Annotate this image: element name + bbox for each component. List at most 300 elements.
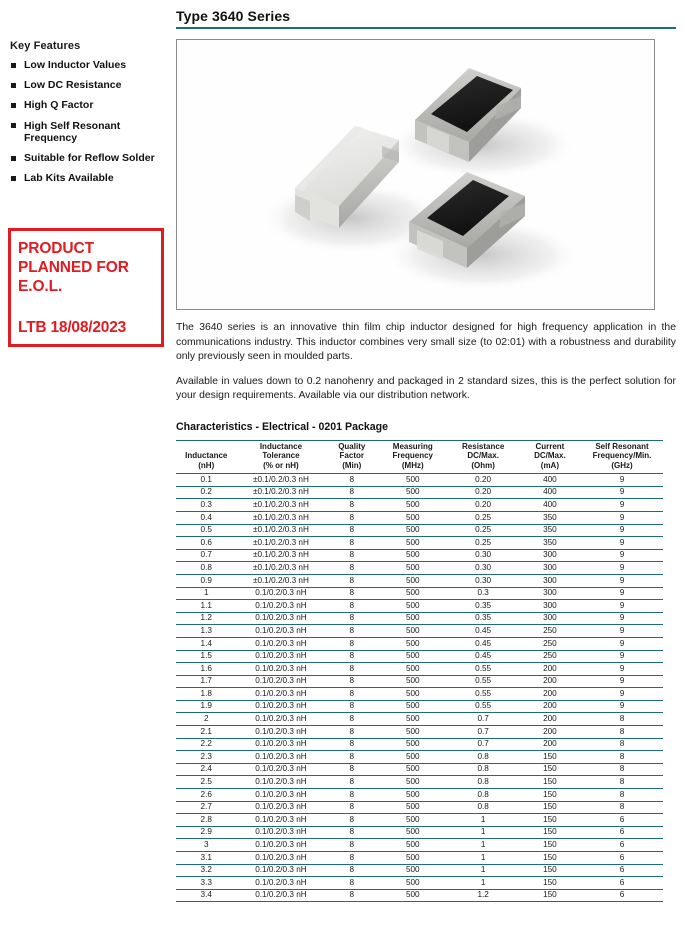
table-cell: 0.1 — [176, 474, 236, 487]
table-cell: 1.5 — [176, 650, 236, 663]
product-photo-image — [177, 40, 654, 309]
table-cell: 2.4 — [176, 763, 236, 776]
table-column-header-line: Frequency — [392, 451, 434, 461]
table-cell: 1 — [447, 852, 518, 865]
table-cell: 500 — [378, 511, 447, 524]
key-feature-label: High Q Factor — [24, 99, 94, 112]
table-row — [176, 562, 663, 575]
table-cell: ±0.1/0.2/0.3 nH — [236, 499, 325, 512]
table-cell: 6 — [581, 826, 663, 839]
table-cell: 8 — [325, 625, 378, 638]
key-feature-label: Low DC Resistance — [24, 79, 122, 92]
table-row — [176, 877, 663, 890]
table-column-header — [581, 440, 663, 473]
table-cell: 0.45 — [447, 625, 518, 638]
key-feature-label: High Self Resonant Frequency — [24, 119, 121, 144]
table-cell: 500 — [378, 474, 447, 487]
table-cell: 0.25 — [447, 511, 518, 524]
table-cell: 0.7 — [447, 738, 518, 751]
table-cell: 0.1/0.2/0.3 nH — [236, 675, 325, 688]
table-cell: 150 — [519, 864, 581, 877]
table-cell: 0.20 — [447, 474, 518, 487]
table-cell: 0.9 — [176, 574, 236, 587]
table-row — [176, 537, 663, 550]
table-cell: 8 — [325, 524, 378, 537]
table-column-header-line: Quality — [338, 441, 366, 451]
table-cell: 500 — [378, 738, 447, 751]
key-features-title: Key Features — [10, 40, 81, 52]
bullet-square-icon — [11, 63, 16, 68]
table-cell: 0.7 — [176, 549, 236, 562]
table-cell: 6 — [581, 877, 663, 890]
table-cell: 0.55 — [447, 700, 518, 713]
table-cell: 8 — [581, 738, 663, 751]
table-cell: 1.6 — [176, 663, 236, 676]
table-cell: 200 — [519, 663, 581, 676]
table-cell: 8 — [325, 688, 378, 701]
table-cell: 0.1/0.2/0.3 nH — [236, 663, 325, 676]
table-cell: 500 — [378, 776, 447, 789]
table-row — [176, 789, 663, 802]
table-cell: 500 — [378, 663, 447, 676]
table-cell: 150 — [519, 877, 581, 890]
table-column-header-line: (% or nH) — [263, 460, 299, 470]
table-cell: 9 — [581, 625, 663, 638]
table-cell: 500 — [378, 600, 447, 613]
table-row — [176, 801, 663, 814]
table-cell: 250 — [519, 625, 581, 638]
table-cell: 6 — [581, 814, 663, 827]
table-cell: 0.1/0.2/0.3 nH — [236, 864, 325, 877]
table-cell: 2.3 — [176, 751, 236, 764]
table-cell: 150 — [519, 751, 581, 764]
table-cell: 8 — [325, 801, 378, 814]
table-cell: 8 — [325, 738, 378, 751]
table-cell: 1.3 — [176, 625, 236, 638]
table-cell: 400 — [519, 486, 581, 499]
table-row — [176, 600, 663, 613]
table-cell: 500 — [378, 499, 447, 512]
table-cell: 0.1/0.2/0.3 nH — [236, 650, 325, 663]
table-cell: 300 — [519, 549, 581, 562]
table-cell: 500 — [378, 612, 447, 625]
table-cell: 150 — [519, 839, 581, 852]
table-cell: ±0.1/0.2/0.3 nH — [236, 574, 325, 587]
table-cell: 9 — [581, 562, 663, 575]
table-cell: 9 — [581, 474, 663, 487]
table-cell: 0.30 — [447, 549, 518, 562]
main-content — [176, 0, 676, 902]
table-cell: 3.1 — [176, 852, 236, 865]
table-cell: 0.55 — [447, 663, 518, 676]
table-cell: 1 — [447, 864, 518, 877]
table-row — [176, 524, 663, 537]
table-cell: 500 — [378, 801, 447, 814]
table-column-header-line: DC/Max. — [467, 451, 499, 461]
table-cell: 9 — [581, 637, 663, 650]
table-cell: 8 — [325, 511, 378, 524]
bullet-square-icon — [11, 176, 16, 181]
table-cell: 0.1/0.2/0.3 nH — [236, 612, 325, 625]
table-row — [176, 688, 663, 701]
table-cell: 500 — [378, 587, 447, 600]
table-cell: 0.1/0.2/0.3 nH — [236, 625, 325, 638]
table-cell: 8 — [325, 587, 378, 600]
table-column-header-line: Inductance — [185, 451, 228, 461]
table-cell: 9 — [581, 688, 663, 701]
table-cell: 8 — [325, 726, 378, 739]
table-cell: 8 — [325, 814, 378, 827]
table-cell: 0.1/0.2/0.3 nH — [236, 801, 325, 814]
table-column-header-line: Resistance — [462, 441, 505, 451]
table-row — [176, 574, 663, 587]
table-cell: 150 — [519, 776, 581, 789]
table-cell: 0.1/0.2/0.3 nH — [236, 688, 325, 701]
table-cell: 8 — [325, 486, 378, 499]
key-feature-item — [10, 120, 164, 144]
table-row — [176, 625, 663, 638]
table-cell: 0.1/0.2/0.3 nH — [236, 839, 325, 852]
table-cell: 8 — [325, 562, 378, 575]
table-cell: 0.35 — [447, 600, 518, 613]
key-feature-label: Suitable for Reflow Solder — [24, 152, 155, 165]
table-cell: 8 — [325, 877, 378, 890]
table-cell: 8 — [325, 826, 378, 839]
table-row — [176, 713, 663, 726]
table-cell: 2.7 — [176, 801, 236, 814]
table-cell: 500 — [378, 637, 447, 650]
table-cell: 8 — [325, 600, 378, 613]
table-cell: 500 — [378, 889, 447, 902]
table-cell: 0.1/0.2/0.3 nH — [236, 814, 325, 827]
table-cell: 8 — [325, 839, 378, 852]
key-feature-item — [10, 79, 164, 91]
table-cell: 9 — [581, 499, 663, 512]
table-cell: 500 — [378, 688, 447, 701]
table-column-header-line: (MHz) — [401, 460, 424, 470]
key-feature-label: Lab Kits Available — [24, 172, 114, 185]
table-column-header-line: Factor — [339, 451, 364, 461]
table-cell: 8 — [581, 763, 663, 776]
table-body — [176, 474, 663, 902]
table-cell: 3 — [176, 839, 236, 852]
table-row — [176, 852, 663, 865]
table-cell: 8 — [325, 675, 378, 688]
table-cell: 0.35 — [447, 612, 518, 625]
table-cell: 0.25 — [447, 537, 518, 550]
table-cell: 400 — [519, 499, 581, 512]
table-header-row — [176, 440, 663, 473]
table-cell: 500 — [378, 574, 447, 587]
table-cell: 0.8 — [447, 751, 518, 764]
table-cell: 2 — [176, 713, 236, 726]
table-cell: 0.3 — [176, 499, 236, 512]
table-cell: 8 — [325, 499, 378, 512]
table-row — [176, 612, 663, 625]
table-cell: 0.8 — [447, 801, 518, 814]
table-cell: 300 — [519, 562, 581, 575]
table-cell: 0.1/0.2/0.3 nH — [236, 587, 325, 600]
table-cell: ±0.1/0.2/0.3 nH — [236, 511, 325, 524]
table-column-header — [236, 440, 325, 473]
eol-notice-box — [8, 228, 164, 347]
table-cell: ±0.1/0.2/0.3 nH — [236, 549, 325, 562]
table-cell: 9 — [581, 511, 663, 524]
table-cell: 8 — [325, 751, 378, 764]
table-cell: 8 — [325, 537, 378, 550]
table-cell: 8 — [581, 776, 663, 789]
table-cell: 1 — [447, 814, 518, 827]
table-cell: 2.8 — [176, 814, 236, 827]
table-cell: 350 — [519, 511, 581, 524]
table-cell: 8 — [325, 474, 378, 487]
table-row — [176, 587, 663, 600]
bullet-square-icon — [11, 123, 16, 128]
table-cell: 9 — [581, 537, 663, 550]
table-cell: 500 — [378, 877, 447, 890]
table-column-header-line: (mA) — [540, 460, 559, 470]
table-cell: 0.1/0.2/0.3 nH — [236, 713, 325, 726]
table-cell: 0.5 — [176, 524, 236, 537]
table-cell: 0.1/0.2/0.3 nH — [236, 852, 325, 865]
table-cell: 200 — [519, 688, 581, 701]
table-cell: 200 — [519, 675, 581, 688]
table-cell: 200 — [519, 713, 581, 726]
table-cell: 350 — [519, 524, 581, 537]
table-cell: 8 — [325, 864, 378, 877]
sidebar — [0, 0, 170, 192]
table-cell: 200 — [519, 700, 581, 713]
table-cell: 400 — [519, 474, 581, 487]
table-row — [176, 637, 663, 650]
table-cell: 200 — [519, 738, 581, 751]
table-column-header-line: Frequency/Min. — [592, 451, 652, 461]
table-cell: 2.1 — [176, 726, 236, 739]
table-column-header-line: (GHz) — [611, 460, 633, 470]
table-cell: 0.7 — [447, 713, 518, 726]
table-cell: 9 — [581, 574, 663, 587]
table-cell: 500 — [378, 549, 447, 562]
table-cell: 1.4 — [176, 637, 236, 650]
table-cell: 250 — [519, 650, 581, 663]
table-cell: 0.25 — [447, 524, 518, 537]
table-cell: 500 — [378, 751, 447, 764]
table-cell: 0.45 — [447, 637, 518, 650]
table-cell: 500 — [378, 675, 447, 688]
table-cell: ±0.1/0.2/0.3 nH — [236, 474, 325, 487]
key-feature-item — [10, 59, 164, 71]
table-cell: 9 — [581, 600, 663, 613]
table-cell: 500 — [378, 814, 447, 827]
table-cell: 0.3 — [447, 587, 518, 600]
table-cell: 2.6 — [176, 789, 236, 802]
table-cell: 0.1/0.2/0.3 nH — [236, 776, 325, 789]
table-column-header-line: Inductance — [259, 441, 303, 451]
table-cell: 6 — [581, 852, 663, 865]
table-row — [176, 663, 663, 676]
table-cell: 500 — [378, 524, 447, 537]
table-row — [176, 726, 663, 739]
table-cell: 0.1/0.2/0.3 nH — [236, 751, 325, 764]
table-cell: 150 — [519, 826, 581, 839]
table-cell: 8 — [581, 789, 663, 802]
table-cell: 1 — [447, 826, 518, 839]
eol-headline: PRODUCT PLANNED FOR E.O.L. — [18, 240, 129, 295]
table-row — [176, 776, 663, 789]
table-cell: 8 — [325, 612, 378, 625]
table-cell: 8 — [581, 751, 663, 764]
table-cell: 2.9 — [176, 826, 236, 839]
table-cell: 500 — [378, 625, 447, 638]
table-cell: 0.7 — [447, 726, 518, 739]
table-cell: 9 — [581, 486, 663, 499]
table-cell: 300 — [519, 600, 581, 613]
table-cell: 8 — [325, 663, 378, 676]
table-cell: 8 — [325, 549, 378, 562]
table-row — [176, 499, 663, 512]
bullet-square-icon — [11, 156, 16, 161]
table-cell: 0.1/0.2/0.3 nH — [236, 600, 325, 613]
table-cell: 500 — [378, 864, 447, 877]
table-cell: 0.30 — [447, 574, 518, 587]
table-row — [176, 486, 663, 499]
table-column-header-line: Self Resonant — [595, 441, 649, 451]
table-row — [176, 814, 663, 827]
description-paragraph-2: Available in values down to 0.2 nanohenry and packaged in 2 standard sizes, this is the perfect solution for your design requirements. Available via our distribution network. — [176, 375, 676, 402]
table-cell: 1 — [447, 877, 518, 890]
eol-date: LTB 18/08/2023 — [18, 319, 127, 336]
table-cell: 300 — [519, 612, 581, 625]
table-cell: 350 — [519, 537, 581, 550]
table-cell: 150 — [519, 814, 581, 827]
table-cell: 8 — [325, 574, 378, 587]
table-cell: 500 — [378, 789, 447, 802]
table-cell: 0.2 — [176, 486, 236, 499]
table-cell: 0.45 — [447, 650, 518, 663]
table-cell: 500 — [378, 726, 447, 739]
table-cell: 1.7 — [176, 675, 236, 688]
table-column-header — [378, 440, 447, 473]
table-cell: 2.5 — [176, 776, 236, 789]
table-cell: 1 — [447, 839, 518, 852]
table-cell: 6 — [581, 889, 663, 902]
table-cell: 9 — [581, 700, 663, 713]
table-cell: 1.9 — [176, 700, 236, 713]
table-cell: 9 — [581, 549, 663, 562]
table-row — [176, 864, 663, 877]
table-cell: 8 — [325, 637, 378, 650]
table-cell: 0.55 — [447, 675, 518, 688]
table-cell: 8 — [325, 713, 378, 726]
table-column-header — [447, 440, 518, 473]
table-cell: 500 — [378, 826, 447, 839]
table-cell: ±0.1/0.2/0.3 nH — [236, 537, 325, 550]
table-cell: 0.55 — [447, 688, 518, 701]
characteristics-table — [176, 440, 663, 902]
characteristics-heading: Characteristics - Electrical - 0201 Package — [176, 420, 388, 433]
table-cell: 9 — [581, 675, 663, 688]
table-cell: 8 — [325, 650, 378, 663]
table-column-header-line: Measuring — [392, 441, 433, 451]
table-cell: 8 — [325, 789, 378, 802]
table-cell: 8 — [325, 852, 378, 865]
key-feature-label: Low Inductor Values — [24, 59, 127, 71]
table-row — [176, 738, 663, 751]
table-column-header-line: (Min) — [342, 460, 362, 470]
table-cell: 0.1/0.2/0.3 nH — [236, 726, 325, 739]
table-cell: 9 — [581, 524, 663, 537]
table-cell: ±0.1/0.2/0.3 nH — [236, 486, 325, 499]
table-cell: 0.8 — [176, 562, 236, 575]
table-cell: 500 — [378, 763, 447, 776]
table-cell: 8 — [325, 700, 378, 713]
table-cell: 3.2 — [176, 864, 236, 877]
table-cell: 0.1/0.2/0.3 nH — [236, 789, 325, 802]
table-cell: 8 — [325, 889, 378, 902]
table-cell: 500 — [378, 852, 447, 865]
table-cell: 500 — [378, 650, 447, 663]
table-cell: 150 — [519, 852, 581, 865]
bullet-square-icon — [11, 103, 16, 108]
table-cell: 150 — [519, 801, 581, 814]
key-feature-item — [10, 172, 164, 184]
table-cell: 6 — [581, 864, 663, 877]
table-cell: 0.8 — [447, 763, 518, 776]
table-row — [176, 511, 663, 524]
table-row — [176, 700, 663, 713]
table-cell: 6 — [581, 839, 663, 852]
table-cell: 8 — [581, 713, 663, 726]
table-cell: 0.1/0.2/0.3 nH — [236, 877, 325, 890]
table-cell: 500 — [378, 713, 447, 726]
table-cell: 1.8 — [176, 688, 236, 701]
table-cell: 150 — [519, 889, 581, 902]
table-column-header — [176, 440, 236, 473]
table-cell: 8 — [325, 763, 378, 776]
table-cell: 300 — [519, 574, 581, 587]
title-divider — [176, 27, 676, 29]
table-header — [176, 440, 663, 473]
table-cell: 200 — [519, 726, 581, 739]
table-cell: 0.8 — [447, 776, 518, 789]
table-cell: 500 — [378, 700, 447, 713]
table-column-header — [325, 440, 378, 473]
table-cell: ±0.1/0.2/0.3 nH — [236, 524, 325, 537]
key-feature-item — [10, 99, 164, 111]
table-cell: 150 — [519, 789, 581, 802]
table-cell: 0.4 — [176, 511, 236, 524]
table-cell: 8 — [325, 776, 378, 789]
table-cell: 1.1 — [176, 600, 236, 613]
table-row — [176, 549, 663, 562]
table-cell: 1.2 — [447, 889, 518, 902]
table-column-header-line: (nH) — [198, 460, 215, 470]
table-cell: 2.2 — [176, 738, 236, 751]
table-row — [176, 474, 663, 487]
table-column-header-line: Current — [535, 441, 565, 451]
key-features-list — [10, 59, 164, 184]
table-cell: 3.4 — [176, 889, 236, 902]
table-cell: 0.1/0.2/0.3 nH — [236, 826, 325, 839]
table-cell: 9 — [581, 612, 663, 625]
table-cell: 9 — [581, 650, 663, 663]
table-cell: 500 — [378, 839, 447, 852]
table-column-header-line: DC/Max. — [534, 451, 566, 461]
table-row — [176, 675, 663, 688]
table-cell: 150 — [519, 763, 581, 776]
table-cell: 0.20 — [447, 486, 518, 499]
table-cell: 0.1/0.2/0.3 nH — [236, 889, 325, 902]
